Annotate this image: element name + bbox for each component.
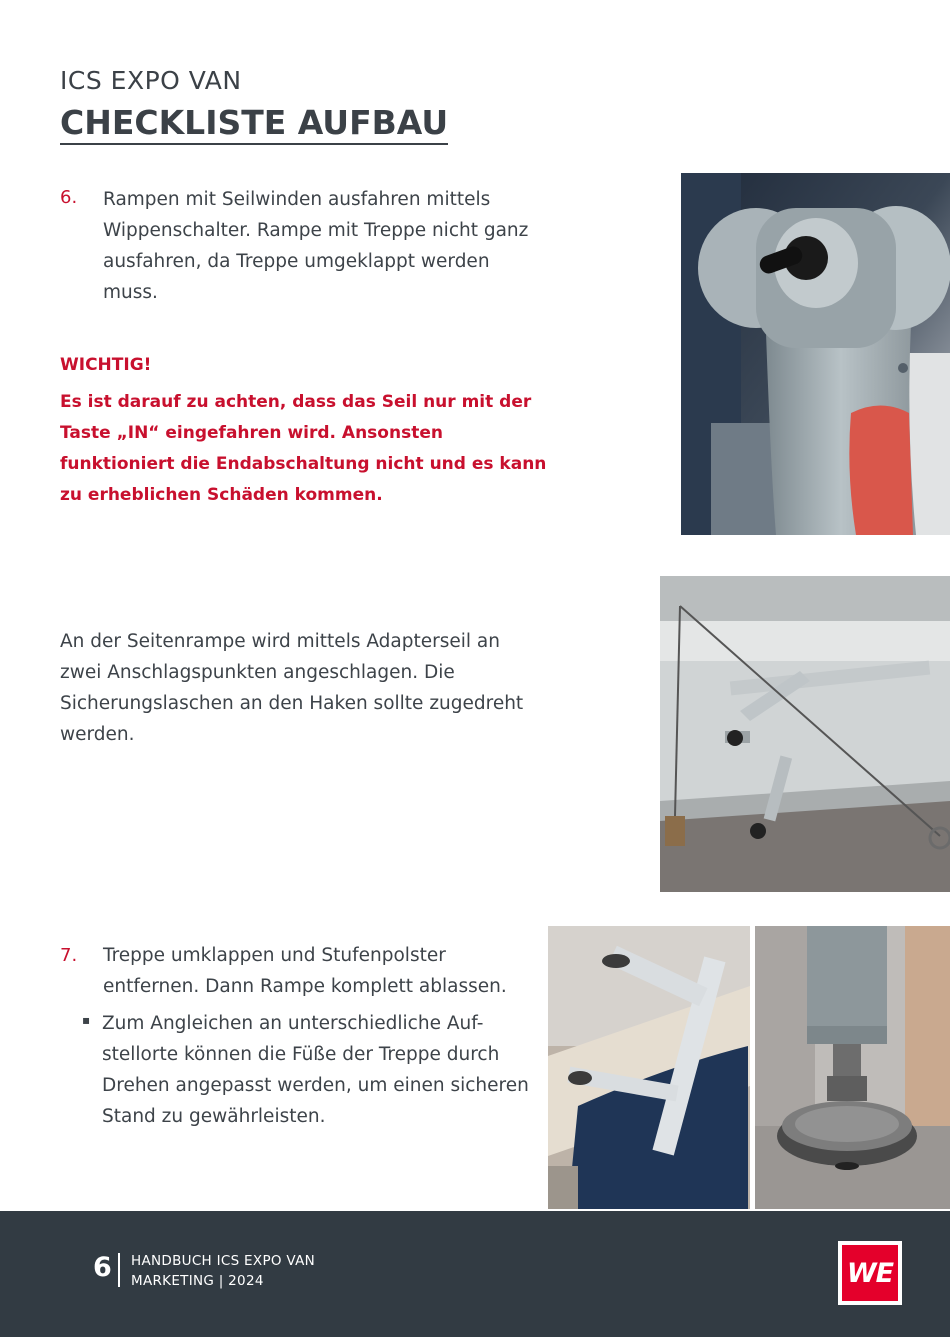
- photo-adjustable-foot: [755, 926, 950, 1209]
- photo-winch-switch: [681, 173, 950, 535]
- text-line: entfernen. Dann Rampe komplett ablassen.: [103, 976, 507, 997]
- text-line: Wippenschalter. Rampe mit Treppe nicht ganz: [103, 220, 529, 241]
- photo-folded-stairs: [548, 926, 750, 1209]
- warning-text: [60, 387, 580, 511]
- step-number-6: 6.: [60, 187, 78, 208]
- step-6-text: [103, 184, 573, 308]
- warning-heading: WICHTIG!: [60, 355, 152, 375]
- adapter-rope-text: [60, 626, 560, 750]
- document-subtitle: ICS EXPO VAN: [60, 66, 242, 95]
- text-line: Treppe umklappen und Stufenpolster: [103, 945, 446, 966]
- footer-department-year: MARKETING | 2024: [131, 1273, 264, 1289]
- text-line: stellorte können die Füße der Treppe durch: [102, 1044, 500, 1065]
- bullet-marker: ▪: [82, 1013, 91, 1027]
- text-line: Sicherungslaschen an den Haken sollte zugedreht: [60, 693, 524, 714]
- footer-divider: [118, 1253, 120, 1287]
- text-line: Drehen angepasst werden, um einen sicheren: [102, 1075, 529, 1096]
- text-line: muss.: [103, 282, 158, 303]
- text-line: funktioniert die Endabschaltung nicht und es kann: [60, 454, 547, 474]
- text-line: Taste „IN“ eingefahren wird. Ansonsten: [60, 423, 443, 443]
- text-line: An der Seitenrampe wird mittels Adapterseil an: [60, 631, 500, 652]
- text-line: Rampen mit Seilwinden ausfahren mittels: [103, 189, 491, 210]
- step-7-text: [103, 940, 533, 1002]
- text-line: Zum Angleichen an unterschiedliche Auf-: [102, 1013, 484, 1034]
- page-number: 6: [93, 1252, 112, 1283]
- text-line: zu erheblichen Schäden kommen.: [60, 485, 383, 505]
- text-line: ausfahren, da Treppe umgeklappt werden: [103, 251, 490, 272]
- footer-handbook-title: HANDBUCH ICS EXPO VAN: [131, 1253, 316, 1269]
- photo-side-ramp-rope: [660, 576, 950, 892]
- step-7-bullet-text: [102, 1008, 542, 1132]
- page-title: CHECKLISTE AUFBAU: [60, 104, 448, 145]
- we-logo: [838, 1241, 902, 1305]
- text-line: Es ist darauf zu achten, dass das Seil nur mit der: [60, 392, 532, 412]
- text-line: zwei Anschlagspunkten angeschlagen. Die: [60, 662, 455, 683]
- text-line: Stand zu gewährleisten.: [102, 1106, 326, 1127]
- text-line: werden.: [60, 724, 135, 745]
- we-logo-mark: WE: [842, 1245, 898, 1301]
- step-number-7: 7.: [60, 945, 78, 966]
